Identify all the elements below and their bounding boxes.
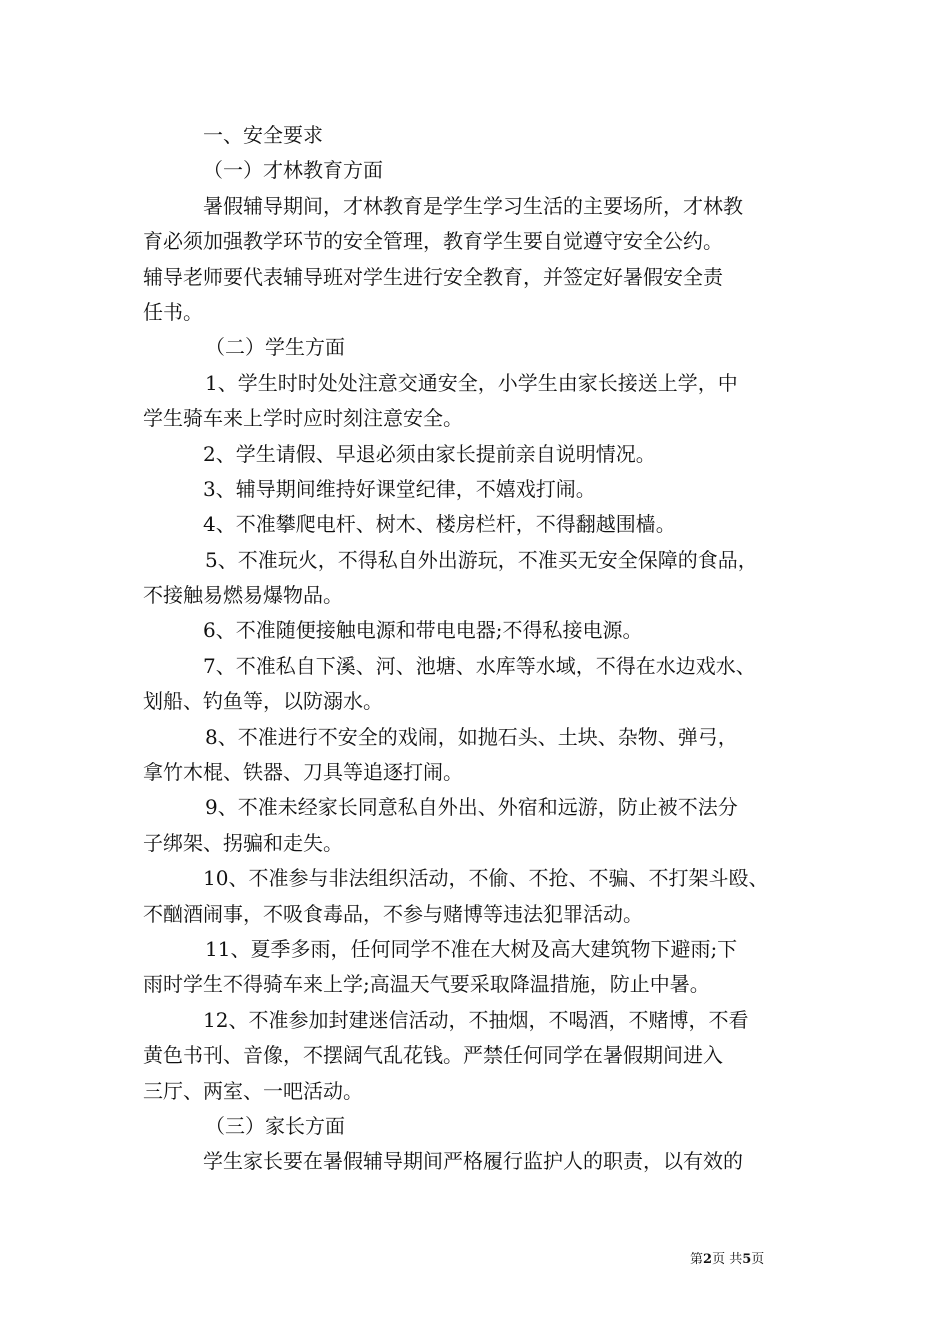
text-line: （二）学生方面 [205,335,345,360]
text-line: （三）家长方面 [205,1113,345,1138]
text-line: 划船、钓鱼等，以防溺水。 [143,689,383,714]
text-line: 暑假辅导期间，才林教育是学生学习生活的主要场所，才林教 [203,193,743,218]
text-line: 辅导老师要代表辅导班对学生进行安全教育，并签定好暑假安全责 [143,264,723,289]
footer-total-pages: 5 [742,1252,752,1267]
footer-prefix: 第 [690,1252,704,1267]
text-line: 育必须加强教学环节的安全管理，教育学生要自觉遵守安全公约。 [143,229,723,254]
footer-suffix: 页 [751,1252,765,1267]
text-line: （一）才林教育方面 [203,158,383,183]
text-line: 任书。 [143,299,203,324]
text-line: 黄色书刊、音像，不摆阔气乱花钱。严禁任何同学在暑假期间进入 [143,1043,723,1068]
text-line: 拿竹木棍、铁器、刀具等追逐打闹。 [143,760,463,785]
text-line: 6、不准随便接触电源和带电电器;不得私接电源。 [203,618,643,643]
text-line: 11、夏季多雨，任何同学不准在大树及高大建筑物下避雨;下 [205,936,738,961]
text-line: 不接触易燃易爆物品。 [143,583,343,608]
text-line: 子绑架、拐骗和走失。 [143,830,343,855]
page-footer [690,1248,764,1267]
text-line: 9、不准未经家长同意私自外出、外宿和远游，防止被不法分 [205,795,738,820]
footer-middle: 页 共 [712,1252,743,1267]
text-line: 8、不准进行不安全的戏闹，如抛石头、土块、杂物、弹弓， [205,724,738,749]
text-line: 5、不准玩火，不得私自外出游玩，不准买无安全保障的食品， [205,547,758,572]
text-line: 1、学生时时处处注意交通安全，小学生由家长接送上学，中 [205,370,738,395]
text-line: 4、不准攀爬电杆、树木、楼房栏杆，不得翻越围樯。 [203,512,676,537]
text-line: 7、不准私自下溪、河、池塘、水库等水域，不得在水边戏水、 [203,653,756,678]
text-line: 3、辅导期间维持好课堂纪律，不嬉戏打闹。 [203,476,596,501]
text-line: 2、学生请假、早退必须由家长提前亲自说明情况。 [203,441,656,466]
text-line: 三厅、两室、一吧活动。 [143,1078,363,1103]
text-line: 雨时学生不得骑车来上学;高温天气要采取降温措施，防止中暑。 [143,972,710,997]
text-line: 一、安全要求 [203,123,323,147]
text-line: 不酗酒闹事，不吸食毒品，不参与赌博等违法犯罪活动。 [143,901,643,926]
text-line: 10、不准参与非法组织活动，不偷、不抢、不骗、不打架斗殴、 [203,866,769,891]
text-line: 12、不准参加封建迷信活动，不抽烟，不喝酒，不赌博，不看 [203,1007,749,1032]
footer-current-page: 2 [703,1252,713,1267]
text-line: 学生家长要在暑假辅导期间严格履行监护人的职责，以有效的 [203,1149,743,1174]
text-line: 学生骑车来上学时应时刻注意安全。 [143,406,463,431]
document-body [143,118,808,1180]
